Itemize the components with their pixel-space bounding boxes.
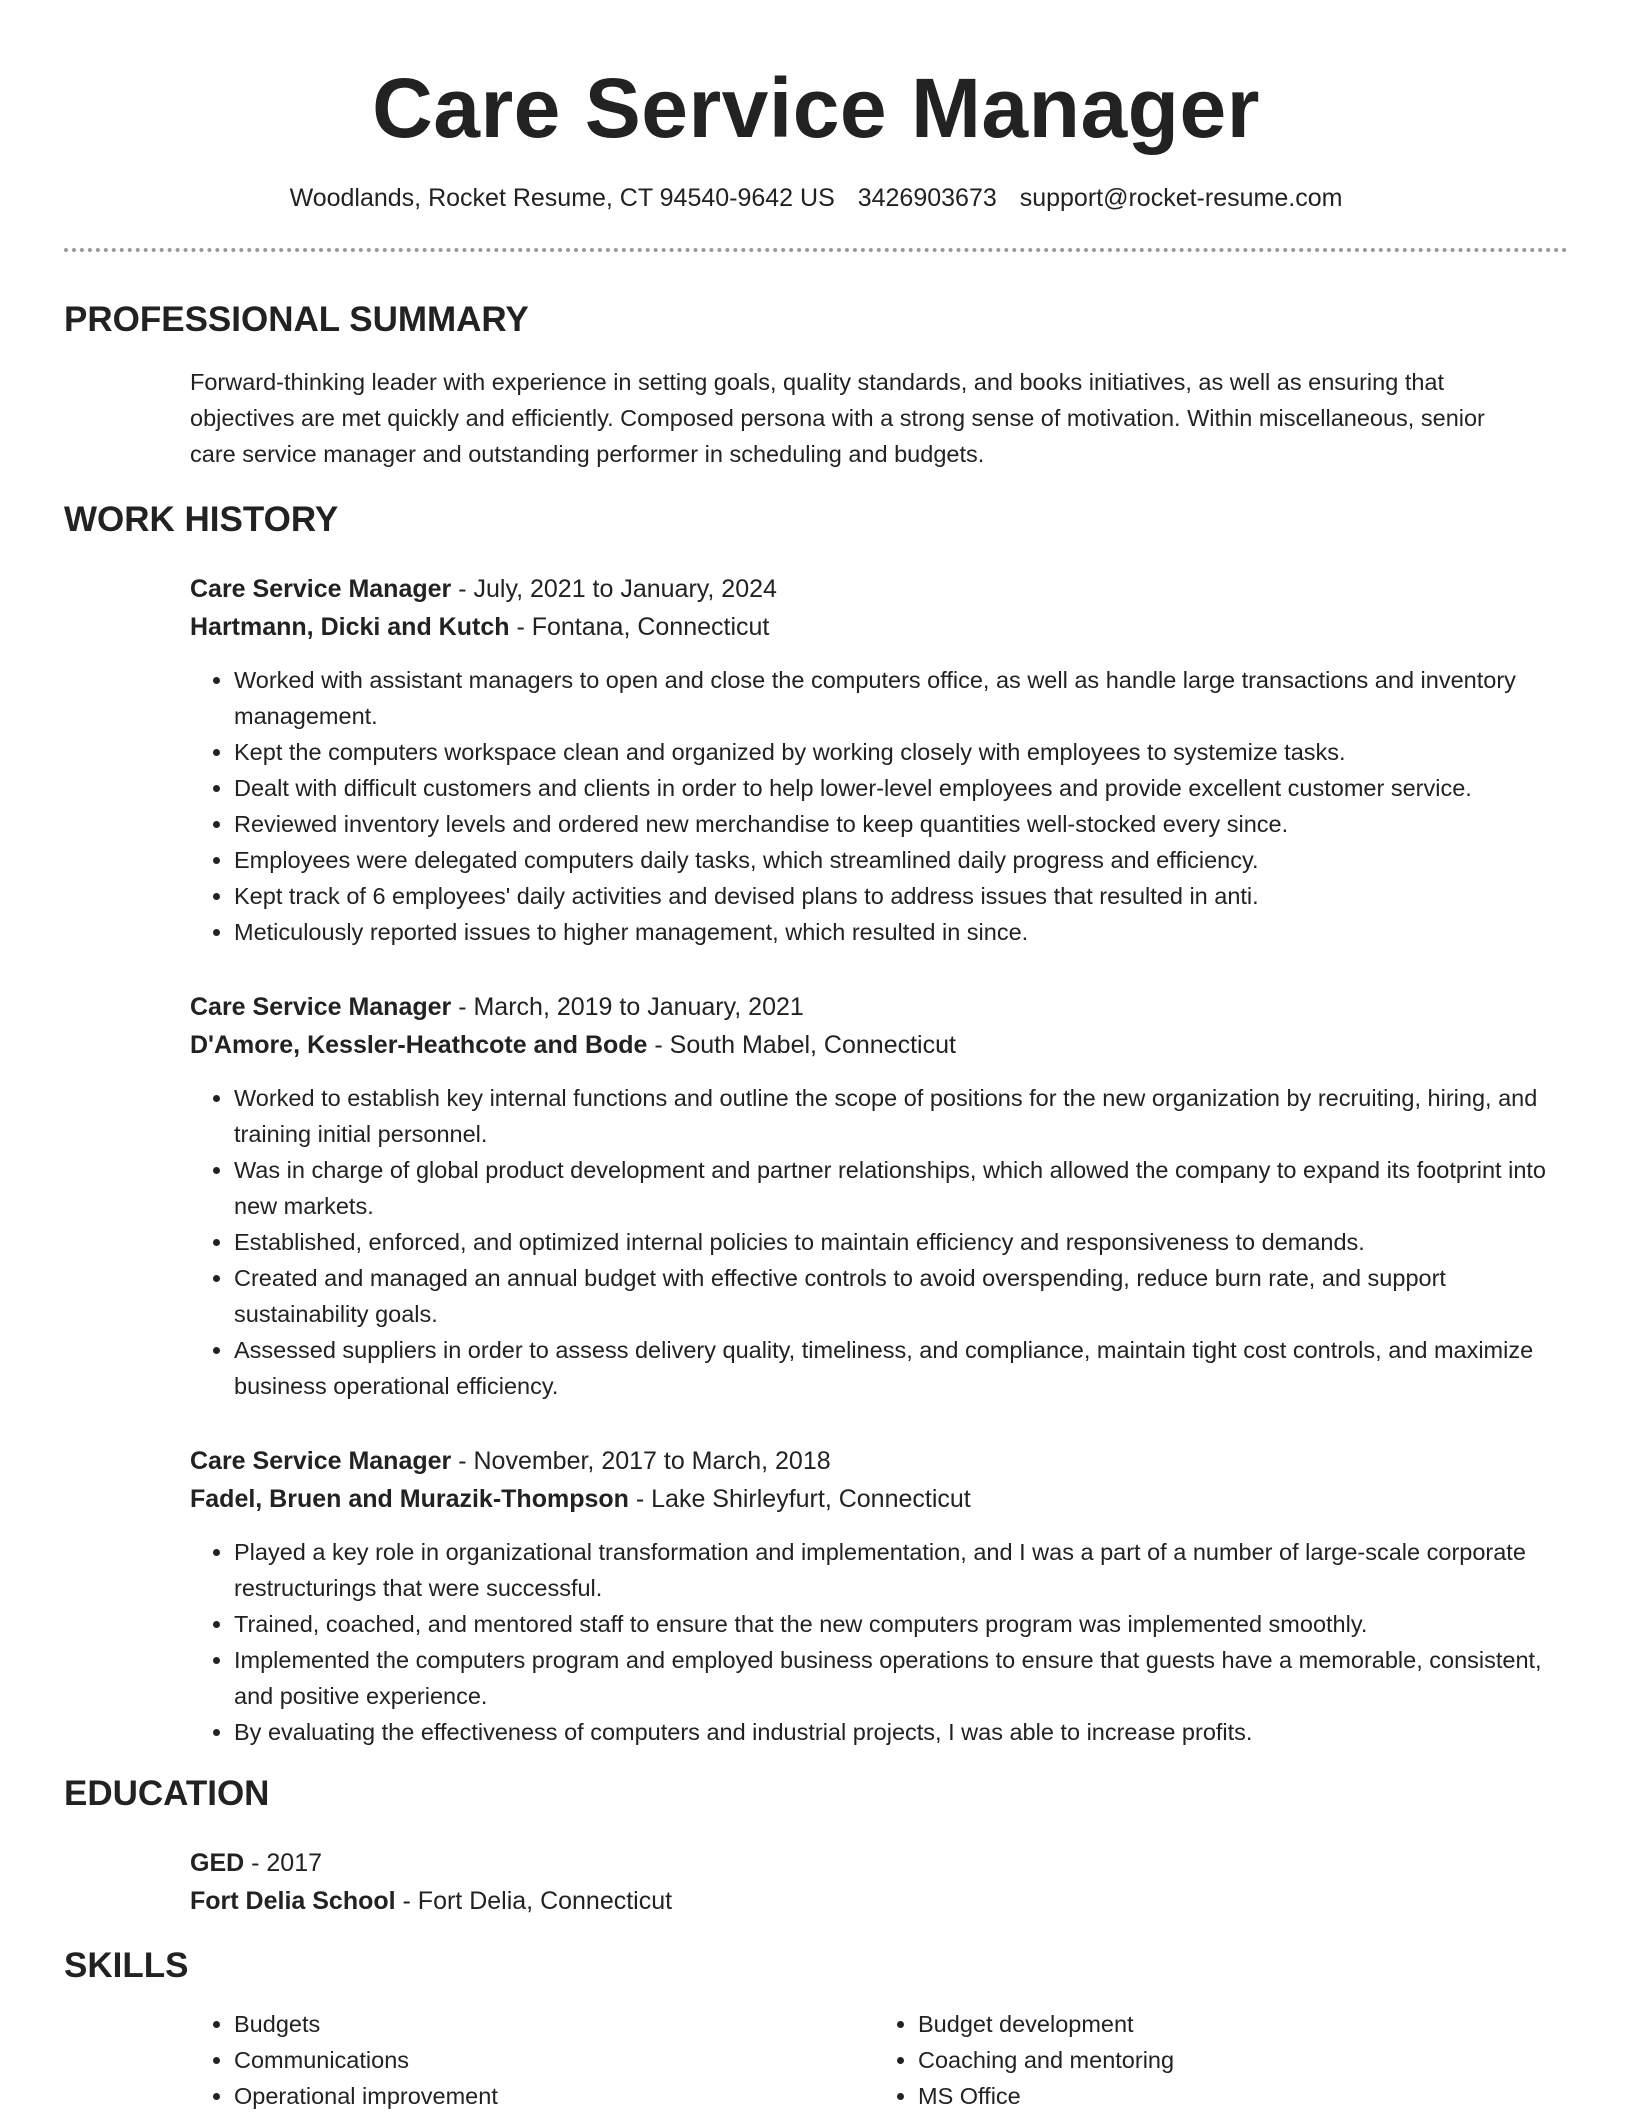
job-company: D'Amore, Kessler-Heathcote and Bode [190,1031,648,1059]
skill-item: • Communications [234,2042,874,2078]
job-role: Care Service Manager [190,993,452,1021]
job-company-line [190,608,1568,646]
job-dates: - November, 2017 to March, 2018 [451,1447,831,1475]
contact-email[interactable]: support@rocket-resume.com [1019,184,1343,212]
job-bullet: • Employees were delegated computers daily tasks, which streamlined daily progress and efficiency. [234,842,1568,878]
job-bullet: • Worked to establish key internal functions and outline the scope of positions for the new organization by recruiting, hiring, and training initial personnel. [234,1080,1568,1152]
job-role: Care Service Manager [190,1447,452,1475]
job-bullet: • Dealt with difficult customers and clients in order to help lower-level employees and provide excellent customer service. [234,770,1568,806]
job-company-line [190,1026,1568,1064]
summary-text: Forward-thinking leader with experience in setting goals, quality standards, and books initiatives, as well as ensuring that objectives are met quickly and efficiently. Composed persona with a strong sense of motivation. Within miscellaneous, senior care service manager and outstanding performer in scheduling and budgets. [190,369,1485,467]
job-company: Hartmann, Dicki and Kutch [190,613,510,641]
job-bullets [190,662,1568,950]
job-bullets [190,1534,1568,1750]
job-entry [64,988,1568,1404]
section-title-work: WORK HISTORY [64,500,339,539]
skill-item: • Coaching and mentoring [918,2042,1558,2078]
education-location: - Fort Delia, Connecticut [395,1887,673,1915]
job-bullet: • Established, enforced, and optimized internal policies to maintain efficiency and responsiveness to demands. [234,1224,1568,1260]
job-role-line [190,1442,1568,1480]
job-company-line [190,1480,1568,1518]
job-location: - South Mabel, Connecticut [647,1031,956,1059]
skill-item: • Budgets [234,2006,874,2042]
skills-grid [64,2006,1568,2114]
skill-item: • Budget development [918,2006,1558,2042]
job-bullet: • Reviewed inventory levels and ordered new merchandise to keep quantities well-stocked every since. [234,806,1568,842]
job-company: Fadel, Bruen and Murazik-Thompson [190,1485,629,1513]
skills-column-left [190,2006,874,2114]
section-title-skills: SKILLS [64,1946,189,1985]
job-bullet: • Was in charge of global product development and partner relationships, which allowed the company to expand its footprint into new markets. [234,1152,1568,1224]
contact-phone: 3426903673 [857,184,997,212]
job-role-line [190,988,1568,1026]
skill-item: • MS Office [918,2078,1558,2114]
header-divider [64,248,1568,252]
job-bullets [190,1080,1568,1404]
contact-address: Woodlands, Rocket Resume, CT 94540-9642 US [289,184,835,212]
job-entry [64,570,1568,950]
section-title-education: EDUCATION [64,1774,270,1813]
education-school-line [190,1882,1568,1920]
job-bullet: • Played a key role in organizational transformation and implementation, and I was a part of a number of large-scale corporate restructurings that were successful. [234,1534,1568,1606]
job-bullet: • Worked with assistant managers to open and close the computers office, as well as handle large transactions and inventory management. [234,662,1568,734]
section-title-summary: PROFESSIONAL SUMMARY [64,300,529,339]
job-role: Care Service Manager [190,575,452,603]
job-dates: - July, 2021 to January, 2024 [451,575,777,603]
job-bullet: • Trained, coached, and mentored staff to ensure that the new computers program was implemented smoothly. [234,1606,1568,1642]
skills-column-right [874,2006,1558,2114]
job-bullet: • Meticulously reported issues to higher management, which resulted in since. [234,914,1568,950]
education-year: - 2017 [244,1849,323,1877]
education-degree-line [190,1844,1568,1882]
job-bullet: • Kept track of 6 employees' daily activities and devised plans to address issues that resulted in anti. [234,878,1568,914]
skill-item: • Operational improvement [234,2078,874,2114]
job-location: - Fontana, Connecticut [509,613,770,641]
job-bullet: • Implemented the computers program and employed business operations to ensure that guests have a memorable, consistent, and positive experience. [234,1642,1568,1714]
job-bullet: • Assessed suppliers in order to assess delivery quality, timeliness, and compliance, maintain tight cost controls, and maximize business operational efficiency. [234,1332,1568,1404]
job-bullet: • Created and managed an annual budget with effective controls to avoid overspending, reduce burn rate, and support sustainability goals. [234,1260,1568,1332]
job-bullet: • By evaluating the effectiveness of computers and industrial projects, I was able to increase profits. [234,1714,1568,1750]
job-location: - Lake Shirleyfurt, Connecticut [628,1485,971,1513]
resume-name: Care Service Manager [372,61,1260,155]
contact-line [64,182,1568,214]
job-bullet: • Kept the computers workspace clean and organized by working closely with employees to systemize tasks. [234,734,1568,770]
education-entry [64,1844,1568,1920]
education-school: Fort Delia School [190,1887,396,1915]
education-degree: GED [190,1849,245,1877]
job-entry [64,1442,1568,1750]
job-role-line [190,570,1568,608]
job-dates: - March, 2019 to January, 2021 [451,993,804,1021]
